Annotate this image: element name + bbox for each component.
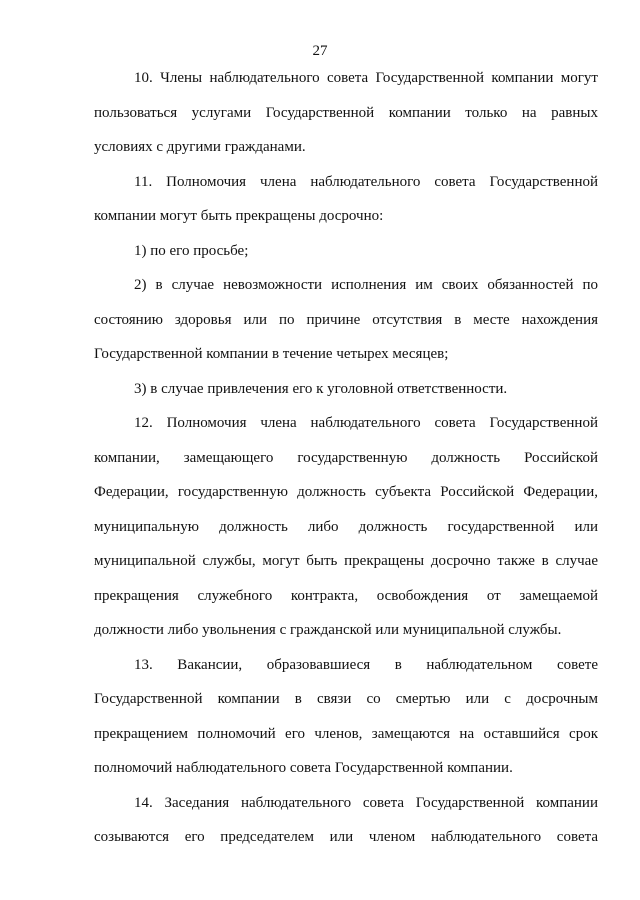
text-line: компании могут быть прекращены досрочно: xyxy=(94,208,384,224)
text-line: 11. Полномочия члена наблюдательного совета Государственной xyxy=(134,173,598,190)
text-line: Государственной компании в течение четырех месяцев; xyxy=(94,346,449,362)
text-line: компании, замещающего государственную должность Российской xyxy=(94,449,598,466)
text-line: муниципальную должность либо должность государственной или xyxy=(94,518,598,535)
text-line: созываются его председателем или членом наблюдательного совета xyxy=(94,829,598,845)
text-line: Федерации, государственную должность субъекта Российской Федерации, xyxy=(94,484,598,500)
text-line: 13. Вакансии, образовавшиеся в наблюдательном совете xyxy=(134,656,598,673)
text-line: Государственной компании в связи со смертью или с досрочным xyxy=(94,691,598,707)
text-line: 10. Члены наблюдательного совета Государственной компании могут xyxy=(134,70,598,86)
text-line: 12. Полномочия члена наблюдательного совета Государственной xyxy=(134,415,598,431)
text-line: прекращения служебного контракта, освобождения от замещаемой xyxy=(94,587,598,604)
text-line: пользоваться услугами Государственной компании только на равных xyxy=(94,104,598,121)
text-line: 1) по его просьбе; xyxy=(134,242,249,259)
text-line: полномочий наблюдательного совета Государственной компании. xyxy=(94,760,513,776)
text-line: 14. Заседания наблюдательного совета Государственной компании xyxy=(134,794,598,811)
text-line: 2) в случае невозможности исполнения им своих обязанностей по xyxy=(134,277,598,293)
text-line: 3) в случае привлечения его к уголовной ответственности. xyxy=(134,380,508,397)
text-line: прекращением полномочий его членов, замещаются на оставшийся срок xyxy=(94,725,598,742)
text-line: состоянию здоровья или по причине отсутствия в месте нахождения xyxy=(94,311,598,328)
text-line: условиях с другими гражданами. xyxy=(94,139,306,155)
text-line: должности либо увольнения с гражданской или муниципальной службы. xyxy=(94,622,562,638)
text-line: муниципальной службы, могут быть прекращены досрочно также в случае xyxy=(94,553,598,569)
page-number: 27 xyxy=(312,43,328,59)
document-body xyxy=(94,61,598,855)
